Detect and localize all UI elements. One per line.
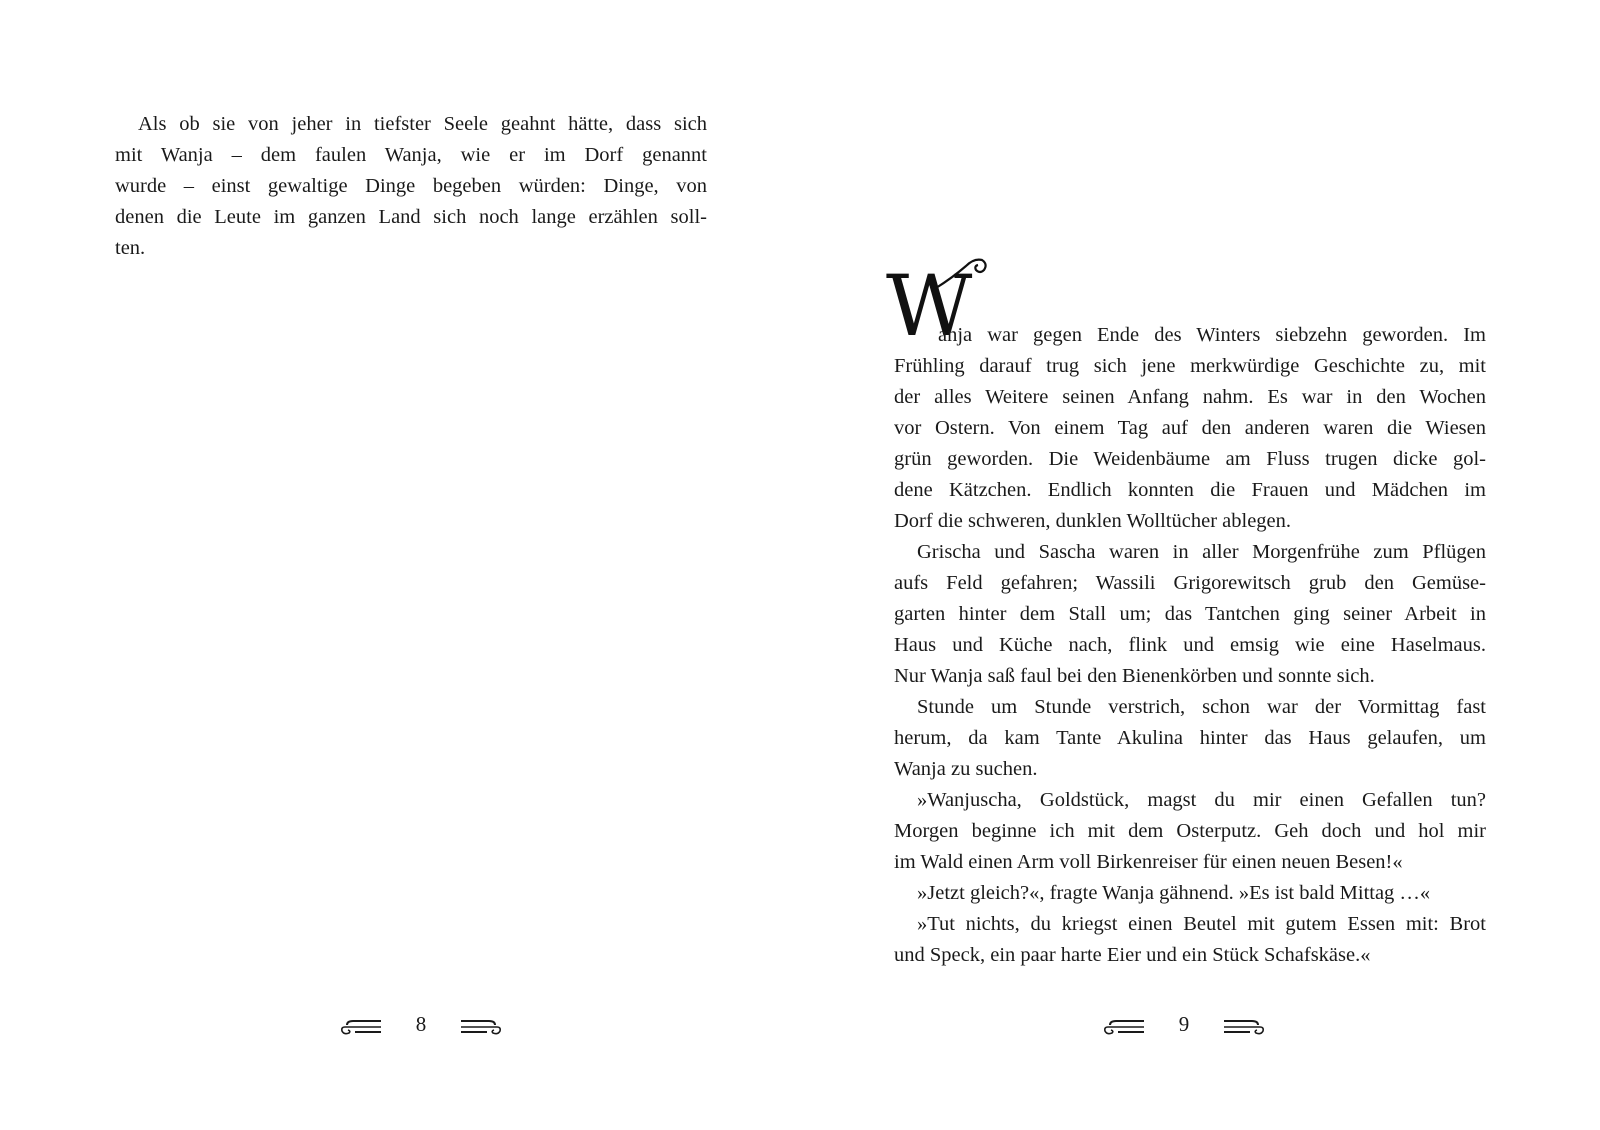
page-number: 8 bbox=[415, 1012, 427, 1036]
paragraph-1 bbox=[894, 320, 1486, 537]
text-line: Frühling darauf trug sich jene merkwürdige Geschichte zu, mit bbox=[894, 355, 1486, 377]
text-line: grün geworden. Die Weidenbäume am Fluss trugen dicke gol- bbox=[894, 448, 1486, 470]
text-line: Nur Wanja saß faul bei den Bienenkörben und sonnte sich. bbox=[894, 665, 1375, 687]
paragraph-6 bbox=[894, 909, 1486, 971]
right-page-text bbox=[894, 320, 1486, 971]
left-page-text bbox=[115, 109, 707, 264]
text-line: Dorf die schweren, dunklen Wolltücher ablegen. bbox=[894, 510, 1292, 532]
folio-ornament-right-icon bbox=[1222, 1016, 1264, 1038]
drop-cap-flourish-icon bbox=[932, 252, 988, 292]
text-line: aufs Feld gefahren; Wassili Grigorewitsch grub den Gemüse- bbox=[894, 572, 1486, 594]
text-line: mit Wanja – dem faulen Wanja, wie er im Dorf genannt bbox=[115, 144, 707, 166]
page-number-8 bbox=[341, 1010, 501, 1050]
text-line: herum, da kam Tante Akulina hinter das Haus gelaufen, um bbox=[894, 727, 1486, 749]
paragraph-4 bbox=[894, 785, 1486, 878]
text-line: »Jetzt gleich?«, fragte Wanja gähnend. »Es ist bald Mittag …« bbox=[917, 882, 1431, 904]
text-line: ten. bbox=[115, 237, 146, 259]
text-line: »Wanjuscha, Goldstück, magst du mir einen Gefallen tun? bbox=[917, 789, 1486, 811]
page-number-9 bbox=[1104, 1010, 1264, 1050]
folio-ornament-right-icon bbox=[459, 1016, 501, 1038]
text-line: Morgen beginne ich mit dem Osterputz. Geh doch und hol mir bbox=[894, 820, 1486, 842]
paragraph-3 bbox=[894, 692, 1486, 785]
text-line: garten hinter dem Stall um; das Tantchen ging seiner Arbeit in bbox=[894, 603, 1486, 625]
text-line: anja war gegen Ende des Winters siebzehn geworden. Im bbox=[938, 324, 1486, 346]
text-line: »Tut nichts, du kriegst einen Beutel mit gutem Essen mit: Brot bbox=[917, 913, 1486, 935]
text-line: Stunde um Stunde verstrich, schon war der Vormittag fast bbox=[917, 696, 1486, 718]
text-line: im Wald einen Arm voll Birkenreiser für einen neuen Besen!« bbox=[894, 851, 1403, 873]
drop-cap-letter: W bbox=[886, 257, 971, 355]
text-line: der alles Weitere seinen Anfang nahm. Es war in den Wochen bbox=[894, 386, 1486, 408]
text-line: denen die Leute im ganzen Land sich noch lange erzählen soll- bbox=[115, 206, 707, 228]
text-line: dene Kätzchen. Endlich konnten die Frauen und Mädchen im bbox=[894, 479, 1486, 501]
text-line: Wanja zu suchen. bbox=[894, 758, 1038, 780]
text-line: Haus und Küche nach, flink und emsig wie eine Haselmaus. bbox=[894, 634, 1486, 656]
text-line: Grischa und Sascha waren in aller Morgenfrühe zum Pflügen bbox=[917, 541, 1486, 563]
paragraph-2 bbox=[894, 537, 1486, 692]
text-line: und Speck, ein paar harte Eier und ein Stück Schafskäse.« bbox=[894, 944, 1371, 966]
page-number: 9 bbox=[1178, 1012, 1190, 1036]
text-line: wurde – einst gewaltige Dinge begeben würden: Dinge, von bbox=[115, 175, 707, 197]
text-line: vor Ostern. Von einem Tag auf den anderen waren die Wiesen bbox=[894, 417, 1486, 439]
text-line: Als ob sie von jeher in tiefster Seele geahnt hätte, dass sich bbox=[138, 113, 707, 135]
paragraph-5 bbox=[894, 878, 1486, 909]
right-page bbox=[800, 0, 1600, 1130]
left-paragraph bbox=[115, 109, 707, 264]
